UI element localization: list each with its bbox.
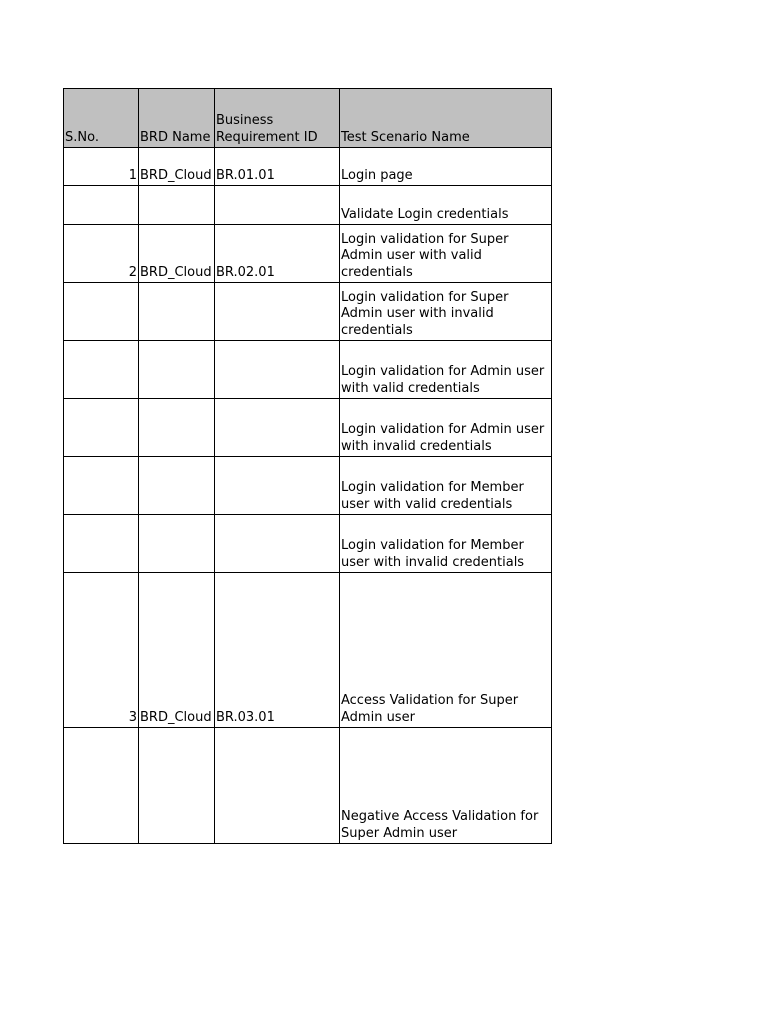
table-row xyxy=(64,515,552,573)
table-row xyxy=(64,573,552,728)
table-row xyxy=(64,728,552,844)
cell-brd-name[interactable] xyxy=(139,341,215,399)
cell-br-id[interactable]: BR.01.01 xyxy=(215,148,340,186)
cell-brd-name[interactable] xyxy=(139,283,215,341)
cell-scenario[interactable]: Login page xyxy=(340,148,552,186)
cell-sno[interactable] xyxy=(64,728,139,844)
table-row xyxy=(64,186,552,225)
cell-sno[interactable]: 2 xyxy=(64,225,139,283)
cell-sno[interactable] xyxy=(64,399,139,457)
table-row xyxy=(64,399,552,457)
header-row xyxy=(64,89,552,148)
cell-br-id[interactable] xyxy=(215,341,340,399)
cell-br-id[interactable] xyxy=(215,283,340,341)
table-row xyxy=(64,341,552,399)
cell-sno[interactable]: 3 xyxy=(64,573,139,728)
cell-scenario[interactable]: Login validation for Super Admin user with invalid credentials xyxy=(340,283,552,341)
cell-scenario[interactable]: Login validation for Admin user with invalid credentials xyxy=(340,399,552,457)
cell-sno[interactable] xyxy=(64,186,139,225)
header-brd-name[interactable]: BRD Name xyxy=(139,89,215,148)
cell-brd-name[interactable] xyxy=(139,515,215,573)
cell-brd-name[interactable]: BRD_Cloud xyxy=(139,573,215,728)
cell-br-id[interactable] xyxy=(215,728,340,844)
cell-scenario[interactable]: Validate Login credentials xyxy=(340,186,552,225)
cell-scenario[interactable]: Access Validation for Super Admin user xyxy=(340,573,552,728)
cell-sno[interactable] xyxy=(64,341,139,399)
cell-sno[interactable] xyxy=(64,457,139,515)
cell-br-id[interactable] xyxy=(215,457,340,515)
cell-scenario[interactable]: Login validation for Member user with invalid credentials xyxy=(340,515,552,573)
cell-scenario[interactable]: Negative Access Validation for Super Admin user xyxy=(340,728,552,844)
cell-scenario[interactable]: Login validation for Member user with valid credentials xyxy=(340,457,552,515)
header-business-requirement-id[interactable]: Business Requirement ID xyxy=(215,89,340,148)
cell-brd-name[interactable]: BRD_Cloud xyxy=(139,225,215,283)
cell-brd-name[interactable] xyxy=(139,728,215,844)
cell-br-id[interactable]: BR.02.01 xyxy=(215,225,340,283)
cell-br-id[interactable] xyxy=(215,186,340,225)
header-sno[interactable]: S.No. xyxy=(64,89,139,148)
cell-scenario[interactable]: Login validation for Super Admin user with valid credentials xyxy=(340,225,552,283)
cell-br-id[interactable] xyxy=(215,399,340,457)
table-row xyxy=(64,225,552,283)
header-test-scenario-name[interactable]: Test Scenario Name xyxy=(340,89,552,148)
cell-sno[interactable] xyxy=(64,283,139,341)
cell-br-id[interactable]: BR.03.01 xyxy=(215,573,340,728)
cell-brd-name[interactable] xyxy=(139,457,215,515)
cell-sno[interactable]: 1 xyxy=(64,148,139,186)
test-scenario-table xyxy=(63,88,552,844)
cell-brd-name[interactable] xyxy=(139,186,215,225)
cell-br-id[interactable] xyxy=(215,515,340,573)
table-row xyxy=(64,283,552,341)
cell-sno[interactable] xyxy=(64,515,139,573)
table-row xyxy=(64,457,552,515)
cell-brd-name[interactable] xyxy=(139,399,215,457)
cell-brd-name[interactable]: BRD_Cloud xyxy=(139,148,215,186)
cell-scenario[interactable]: Login validation for Admin user with valid credentials xyxy=(340,341,552,399)
table-row xyxy=(64,148,552,186)
